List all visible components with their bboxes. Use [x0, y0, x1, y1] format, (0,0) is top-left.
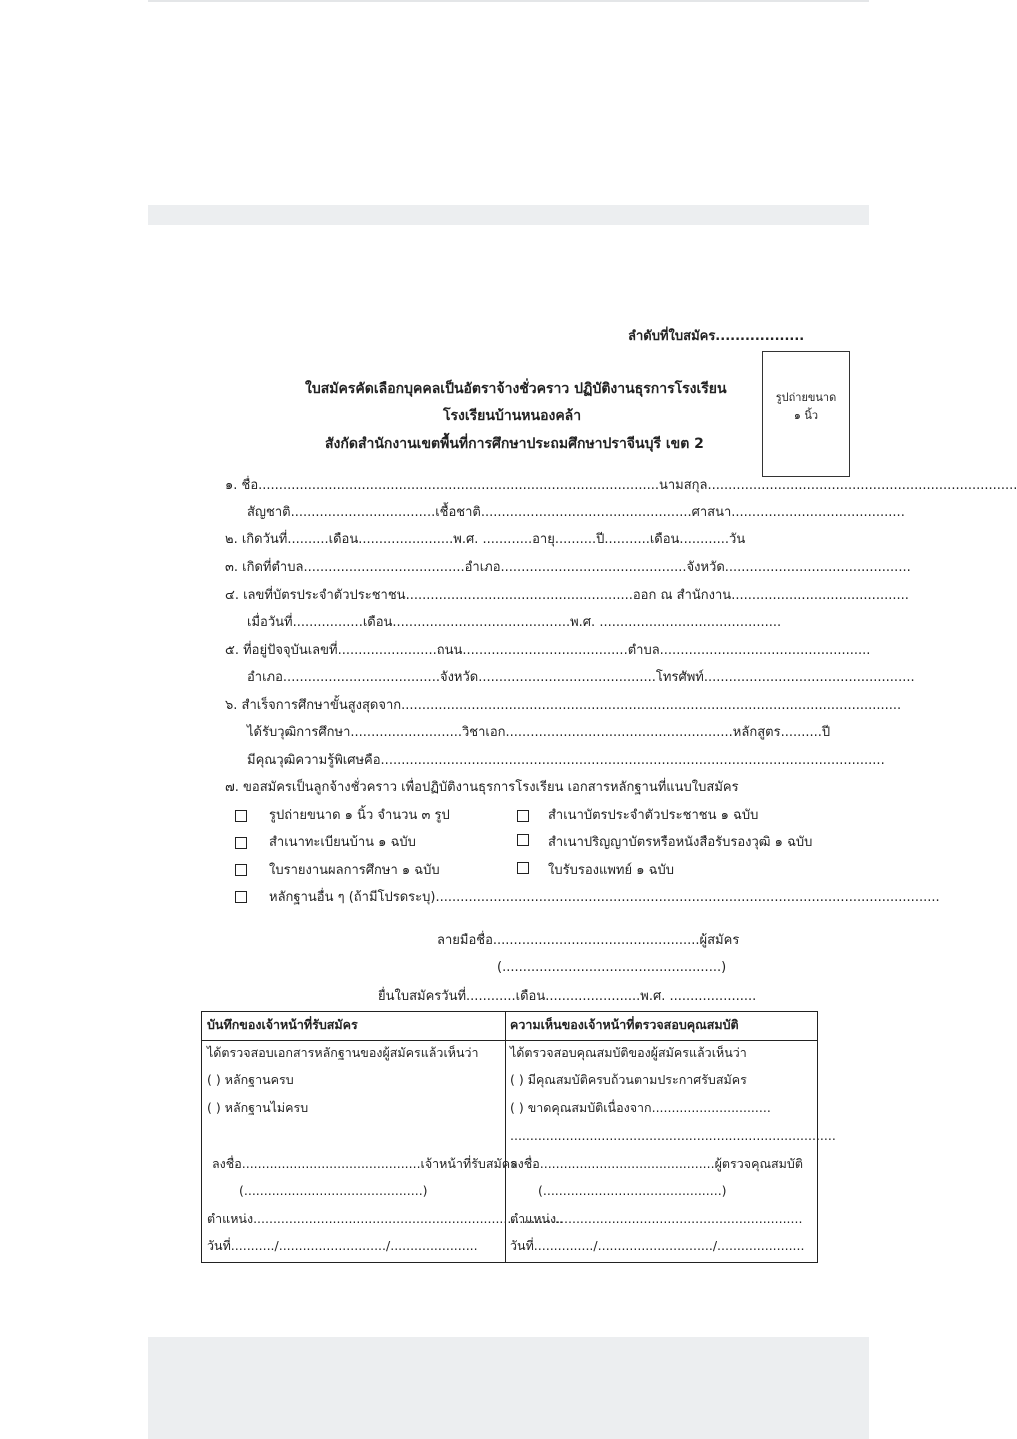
field-id-date: เมื่อวันที่.................เดือน...........................................พ.ศ. ............................................	[247, 615, 782, 630]
submission-date: ยื่นใบสมัครวันที่............เดือน.......................พ.ศ. .....................	[378, 989, 757, 1004]
form-title: ใบสมัครคัดเลือกบุคคลเป็นอัตราจ้างชั่วคราว ปฏิบัติงานธุรการโรงเรียน	[305, 381, 727, 397]
doc-photo: รูปถ่ายขนาด ๑ นิ้ว จำนวน ๓ รูป	[269, 808, 450, 823]
application-number: ลำดับที่ใบสมัคร..................	[628, 329, 805, 344]
inspector-name: (.............................................)	[538, 1183, 727, 1198]
field-application: ๗. ขอสมัครเป็นลูกจ้างชั่วคราว เพื่อปฏิบัติงานธุรการโรงเรียน เอกสารหลักฐานที่แนบใบสมัคร	[225, 780, 739, 795]
doc-medical: ใบรับรองแพทย์ ๑ ฉบับ	[548, 863, 674, 878]
table-divider-horizontal	[202, 1040, 817, 1041]
page-gap	[148, 205, 869, 225]
applicant-signature: ลายมือชื่อ..................................................ผู้สมัคร	[437, 933, 740, 948]
field-education: ๖. สำเร็จการศึกษาขั้นสูงสุดจาก.........................................................................................................................	[225, 698, 902, 713]
field-degree: ได้รับวุฒิการศึกษา...........................วิชาเอก.......................................................หลักสูตร..........ปี	[247, 725, 831, 740]
photo-box	[762, 351, 850, 477]
checkbox-photo[interactable]	[235, 810, 247, 822]
checkbox-degree-copy[interactable]	[517, 834, 529, 846]
receiver-check-line: ได้ตรวจสอบเอกสารหลักฐานของผู้สมัครแล้วเห็นว่า	[207, 1045, 479, 1060]
field-birthplace: ๓. เกิดที่ตำบล.......................................อำเภอ.............................................จังหวัด.............................................	[225, 560, 911, 575]
receiver-header: บันทึกของเจ้าหน้าที่รับสมัคร	[207, 1017, 358, 1032]
applicant-name: (.....................................................)	[497, 960, 727, 975]
receiver-option-complete: ( ) หลักฐานครบ	[207, 1072, 294, 1087]
receiver-signature: ลงชื่อ.............................................เจ้าหน้าที่รับสมัคร	[212, 1156, 517, 1171]
doc-other: หลักฐานอื่น ๆ (ถ้ามีโปรดระบุ)..........................................................................................................................	[269, 890, 940, 905]
field-special-skill: มีคุณวุฒิความรู้พิเศษคือ..........................................................................................................................	[247, 753, 885, 768]
inspector-option-qualified: ( ) มีคุณสมบัติครบถ้วนตามประกาศรับสมัคร	[510, 1072, 747, 1087]
receiver-name: (.............................................)	[239, 1183, 428, 1198]
page-gap-bottom	[148, 1337, 869, 1439]
checkbox-medical[interactable]	[517, 862, 529, 874]
inspector-position: ตำแหน่ง..............................................................	[510, 1211, 803, 1226]
receiver-date: วันที่.........../.........................../......................	[207, 1238, 478, 1253]
school-name: โรงเรียนบ้านหนองคล้า	[443, 408, 582, 424]
previous-page-edge	[148, 0, 869, 2]
field-nationality: สัญชาติ...................................เชื้อชาติ...................................................ศาสนา..........................................	[247, 505, 905, 520]
doc-transcript: ใบรายงานผลการศึกษา ๑ ฉบับ	[269, 863, 440, 878]
receiver-option-incomplete: ( ) หลักฐานไม่ครบ	[207, 1100, 309, 1115]
inspector-check-line: ได้ตรวจสอบคุณสมบัติของผู้สมัครแล้วเห็นว่า	[510, 1045, 747, 1060]
field-name: ๑. ชื่อ.................................................................................................นามสกุล...........................................................................	[225, 478, 1017, 493]
checkbox-transcript[interactable]	[235, 864, 247, 876]
inspector-header: ความเห็นของเจ้าหน้าที่ตรวจสอบคุณสมบัติ	[510, 1017, 739, 1032]
photo-label-inch: ๑ นิ้ว	[793, 409, 819, 422]
checkbox-house-reg[interactable]	[235, 837, 247, 849]
field-district: อำเภอ......................................จังหวัด...........................................โทรศัพท์...................................................	[247, 670, 915, 685]
inspector-option-unqualified: ( ) ขาดคุณสมบัติเนื่องจาก..............................	[510, 1100, 771, 1115]
inspector-date: วันที่.............../............................./......................	[510, 1238, 805, 1253]
inspector-signature: ลงชื่อ............................................ผู้ตรวจคุณสมบัติ	[510, 1156, 803, 1171]
receiver-position: ตำแหน่ง..............................................................................	[207, 1211, 564, 1226]
doc-house-reg: สำเนาทะเบียนบ้าน ๑ ฉบับ	[269, 835, 416, 850]
field-address: ๕. ที่อยู่ปัจจุบันเลขที่........................ถนน........................................ตำบล...................................................	[225, 643, 871, 658]
inspector-reason-line: ..................................................................................	[510, 1128, 836, 1143]
checkbox-id-copy[interactable]	[517, 810, 529, 822]
field-birthdate: ๒. เกิดวันที่..........เดือน.......................พ.ศ. ............อายุ..........ปี...........เดือน............วัน	[225, 532, 746, 547]
photo-label-size: รูปถ่ายขนาด	[775, 391, 837, 404]
checkbox-other[interactable]	[235, 891, 247, 903]
office-name: สังกัดสำนักงานเขตพื้นที่การศึกษาประถมศึกษาปราจีนบุรี เขต 2	[325, 436, 704, 452]
field-id-card: ๔. เลขที่บัตรประจำตัวประชาชน.......................................................ออก ณ สำนักงาน...........................................	[225, 588, 909, 603]
doc-degree-copy: สำเนาปริญญาบัตรหรือหนังสือรับรองวุฒิ ๑ ฉบับ	[548, 835, 813, 850]
doc-id-copy: สำเนาบัตรประจำตัวประชาชน ๑ ฉบับ	[548, 808, 759, 823]
